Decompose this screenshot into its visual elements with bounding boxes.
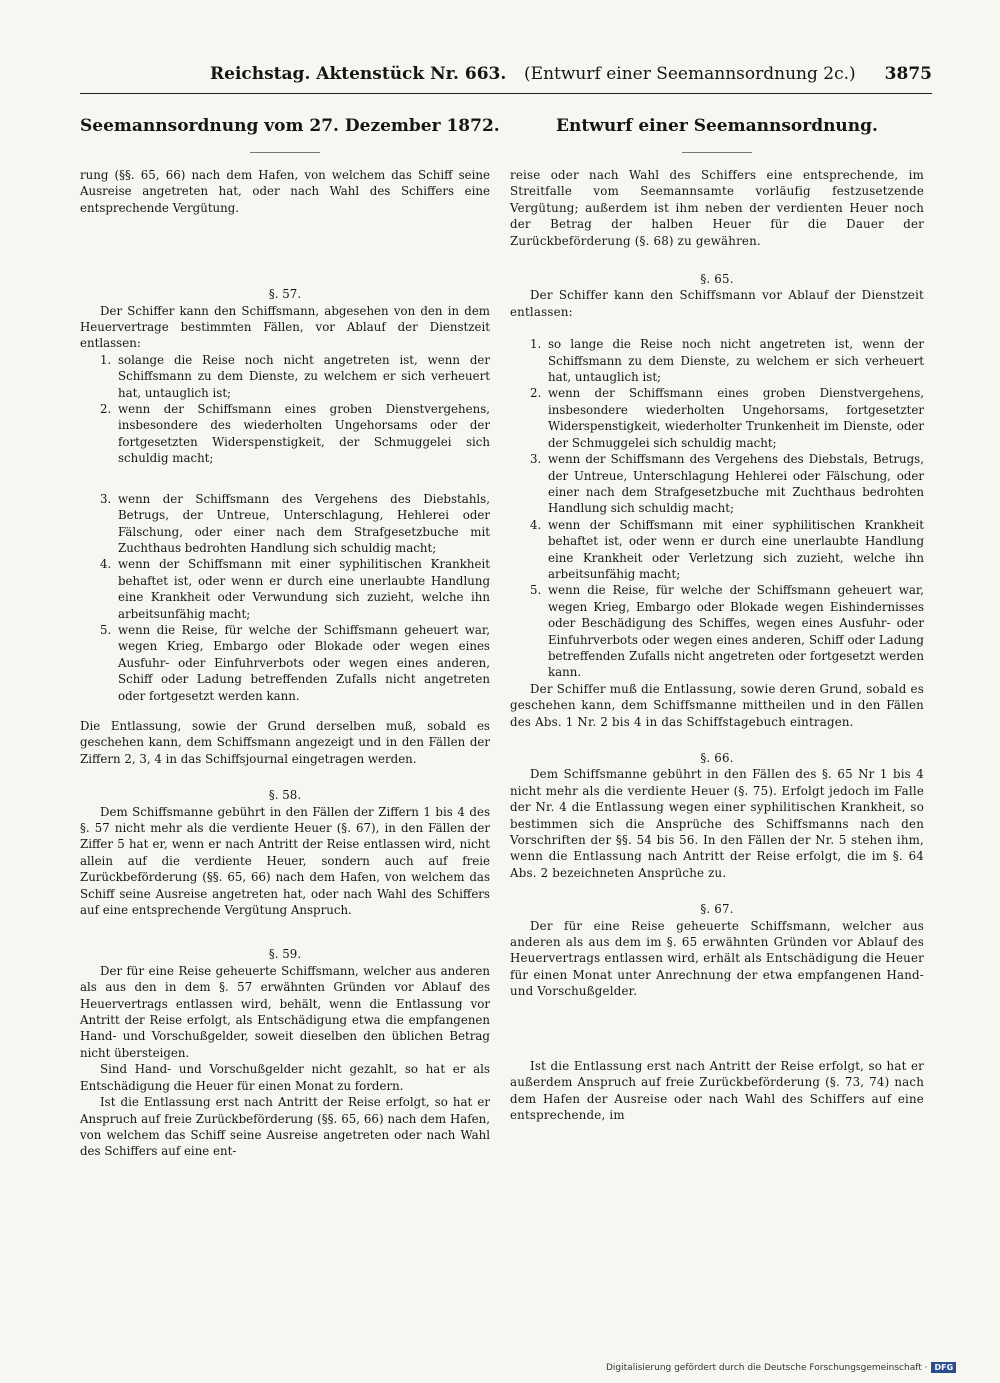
list-item-number: 5. — [530, 583, 542, 598]
list-item — [80, 352, 490, 401]
list-item-number: 4. — [100, 557, 112, 572]
section-59-paragraph-1: Der für eine Reise geheuerte Schiffsmann, welcher aus anderen als aus den in dem §. 57 erwähnten Gründen vor Ablauf des Heuervertrags entlassen wird, behält, wenn die Entlassung vor Antritt der Reise erfolgt, als Entschädigung etwa die empfangenen Hand- und Vorschußgelder, soweit dieselben den üblichen Betrag nicht übersteigen. — [80, 963, 490, 1060]
left-title-rule — [250, 152, 320, 153]
section-57-heading: §. 57. — [268, 287, 302, 302]
page-number: 3875 — [884, 64, 932, 84]
list-item — [80, 401, 490, 467]
list-item-text: wenn die Reise, für welche der Schiffsmann geheuert war, wegen Krieg, Embargo oder Blokade oder wegen eines Ausfuhr- oder Einfuhrverbots oder wegen eines anderen, Schiff oder Ladung betreffenden Zufalls nicht angetreten oder fortgesetzt werden kann. — [118, 622, 490, 703]
list-item-number: 1. — [530, 337, 542, 352]
list-item-text: wenn der Schiffsmann mit einer syphilitischen Krankheit behaftet ist, oder wenn er durch eine unerlaubte Handlung eine Krankheit oder Verwundung sich zuzieht, welche ihn arbeitsunfähig macht; — [118, 557, 490, 621]
list-item-text: wenn der Schiffsmann mit einer syphilitischen Krankheit behaftet ist, oder wenn er durch eine unerlaubte Handlung eine Krankheit oder Verletzung sich zuzieht, welche ihn arbeitsunfähig macht; — [548, 517, 924, 581]
section-58-heading: §. 58. — [268, 788, 302, 803]
list-item — [80, 491, 490, 557]
section-59-heading: §. 59. — [268, 947, 302, 962]
right-column-title: Entwurf einer Seemannsordnung. — [556, 116, 878, 136]
section-66-heading: §. 66. — [700, 751, 734, 765]
list-item-number: 5. — [100, 622, 112, 637]
list-item — [510, 385, 924, 451]
section-65-closing: Der Schiffer muß die Entlassung, sowie deren Grund, sobald es geschehen kann, dem Schiffsmanne mittheilen und in den Fällen des Abs. 1 Nr. 2 bis 4 in das Schiffstagebuch eintragen. — [510, 681, 924, 729]
credit-text: Digitalisierung gefördert durch die Deutsche Forschungsgemeinschaft · — [606, 1363, 928, 1373]
list-item-number: 2. — [530, 386, 542, 401]
running-title-main: Reichstag. Aktenstück Nr. 663. — [210, 64, 507, 84]
list-item-text: wenn der Schiffsmann eines groben Dienstvergehens, insbesondere des wiederholten Ungehorsams oder der fortgesetzten Widerspenstigkeit, der Schmuggelei sich schuldig macht; — [118, 402, 490, 466]
left-intro-text: rung (§§. 65, 66) nach dem Hafen, von welchem das Schiff seine Ausreise angetreten hat, oder nach Wahl des Schiffers eine entsprechende Vergütung. — [80, 168, 490, 215]
section-57-intro: Der Schiffer kann den Schiffsmann, abgesehen von den in dem Heuervertrage bestimmten Fällen, vor Ablauf der Dienstzeit entlassen: — [80, 303, 490, 351]
left-column — [80, 116, 500, 1160]
list-item-text: wenn die Reise, für welche der Schiffsmann geheuert war, wegen Krieg, Embargo oder Blokade wegen Eishindernisses oder Beschädigung des Schiffes, wegen eines Ausfuhr- oder Einfuhrverbots oder wegen eines anderen, Schiff oder Ladung betreffenden Zufalls nicht angetreten oder fortgesetzt werden kann. — [548, 583, 924, 680]
list-item — [510, 582, 924, 680]
list-item-number: 1. — [100, 352, 112, 367]
section-57-closing: Die Entlassung, sowie der Grund derselben muß, sobald es geschehen kann, dem Schiffsmann angezeigt und in den Fällen der Ziffern 2, 3, 4 in das Schiffsjournal eingetragen werden. — [80, 718, 490, 766]
header-rule — [80, 93, 932, 94]
list-item-text: so lange die Reise noch nicht angetreten ist, wenn der Schiffsmann zu dem Dienste, zu welchem er sich verheuert hat, untauglich ist; — [548, 337, 924, 385]
list-item — [510, 451, 924, 517]
digitization-credit — [606, 1362, 956, 1373]
list-item — [80, 556, 490, 622]
right-column — [510, 116, 924, 1123]
list-item-text: wenn der Schiffsmann des Vergehens des Diebstals, Betrugs, der Untreue, Unterschlagung Hehlerei oder Fälschung, oder einer nach dem Strafgesetzbuche mit Zuchthaus bedrohten Handlung sich schuldig macht; — [548, 452, 924, 516]
running-header — [80, 64, 932, 90]
list-item-number: 3. — [100, 491, 112, 506]
list-item-text: solange die Reise noch nicht angetreten ist, wenn der Schiffsmann zu dem Dienste, zu welchem er sich verheuert hat, untauglich ist; — [118, 352, 490, 400]
left-column-title: Seemannsordnung vom 27. Dezember 1872. — [80, 116, 500, 136]
list-item-number: 3. — [530, 452, 542, 467]
running-title-sub: (Entwurf einer Seemannsordnung 2c.) — [524, 64, 856, 84]
right-title-rule — [682, 152, 752, 153]
section-59-paragraph-2: Sind Hand- und Vorschußgelder nicht gezahlt, so hat er als Entschädigung die Heuer für einen Monat zu fordern. — [80, 1062, 490, 1093]
list-item-text: wenn der Schiffsmann eines groben Dienstvergehens, insbesondere wiederholten Ungehorsams, fortgesetzter Widerspenstigkeit, wiederholter Trunkenheit im Dienste, oder der Schmuggelei sich schuldig macht; — [548, 386, 924, 450]
section-65-intro: Der Schiffer kann den Schiffsmann vor Ablauf der Dienstzeit entlassen: — [510, 288, 924, 319]
dfg-logo: DFG — [931, 1362, 956, 1373]
section-66-text: Dem Schiffsmanne gebührt in den Fällen des §. 65 Nr 1 bis 4 nicht mehr als die verdiente Heuer (§. 75). Erfolgt jedoch im Falle der Nr. 4 die Entlassung wegen einer syphilitischen Krankheit, so bestimmen sich die Ansprüche des Schiffsmanns nach den Vorschriften der §§. 54 bis 56. In den Fällen der Nr. 5 stehen ihm, wenn die Entlassung nach Antritt der Reise erfolgt, die im §. 64 Abs. 2 bezeichneten Ansprüche zu. — [510, 767, 924, 880]
section-59-paragraph-3: Ist die Entlassung erst nach Antritt der Reise erfolgt, so hat er Anspruch auf freie Zurückbeförderung (§§. 65, 66) nach dem Hafen, von welchem das Schiff seine Ausreise angetreten oder nach Wahl des Schiffers auf eine ent- — [80, 1095, 490, 1159]
running-title — [210, 64, 856, 84]
list-item — [510, 336, 924, 385]
right-intro-text: reise oder nach Wahl des Schiffers eine entsprechende, im Streitfalle vom Seemannsamte vorläufig festzusetzende Vergütung; außerdem ist ihm neben der verdienten Heuer noch der Betrag der halben Heuer für die Dauer der Zurückbeförderung (§. 68) zu gewähren. — [510, 168, 924, 248]
section-58-text: Dem Schiffsmanne gebührt in den Fällen der Ziffern 1 bis 4 des §. 57 nicht mehr als die verdiente Heuer (§. 67), in den Fällen der Ziffer 5 hat er, wenn er nach Antritt der Reise entlassen wird, nicht allein auf die verdiente Heuer, sondern auch auf freie Zurückbeförderung (§§. 65, 66) nach dem Hafen, von welchem das Schiff seine Ausreise angetreten hat, oder nach Wahl des Schiffers auf eine entsprechende Vergütung Anspruch. — [80, 804, 490, 918]
section-67-paragraph-2: Ist die Entlassung erst nach Antritt der Reise erfolgt, so hat er außerdem Anspruch auf freie Zurückbeförderung (§. 73, 74) nach dem Hafen der Ausreise oder nach Wahl des Schiffers auf eine entsprechende, im — [510, 1058, 924, 1122]
list-item-number: 4. — [530, 517, 542, 532]
list-item — [510, 517, 924, 583]
section-65-heading: §. 65. — [700, 272, 734, 287]
list-item-number: 2. — [100, 402, 112, 417]
section-67-paragraph-1: Der für eine Reise geheuerte Schiffsmann, welcher aus anderen als aus dem im §. 65 erwähnten Gründen vor Ablauf des Heuervertrags entlassen wird, erhält als Entschädigung die Heuer für einen Monat unter Anrechnung der etwa empfangenen Hand- und Vorschußgelder. — [510, 918, 924, 999]
section-67-heading: §. 67. — [700, 902, 734, 917]
list-item — [80, 622, 490, 704]
list-item-text: wenn der Schiffsmann des Vergehens des Diebstahls, Betrugs, der Untreue, Unterschlagung, Hehlerei oder Fälschung, oder einer nach dem Strafgesetzbuche mit Zuchthaus bedrohten Handlung sich schuldig macht; — [118, 491, 490, 555]
section-57-list — [80, 352, 490, 704]
section-65-list — [510, 336, 924, 681]
